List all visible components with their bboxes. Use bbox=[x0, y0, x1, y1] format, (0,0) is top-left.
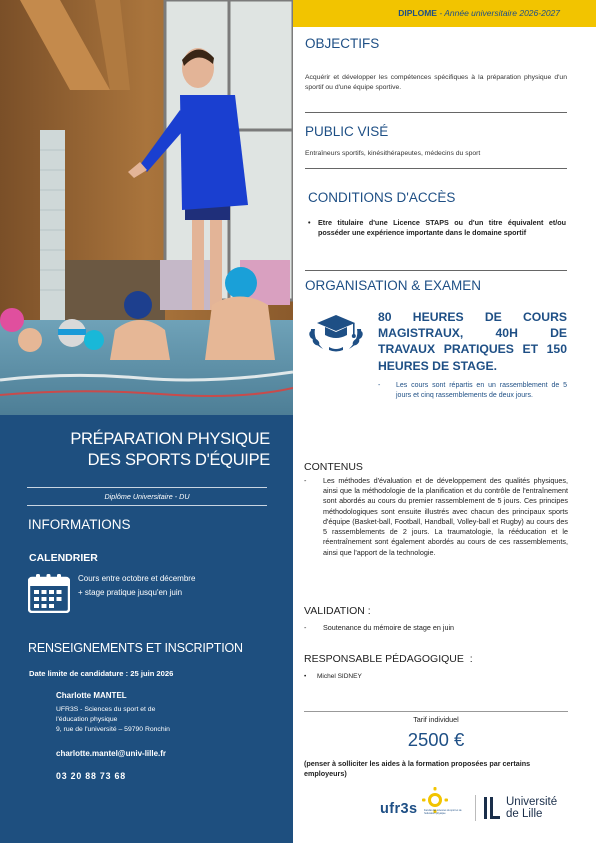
contact-address bbox=[56, 705, 170, 736]
renseignements-heading: RENSEIGNEMENTS ET INSCRIPTION bbox=[28, 641, 243, 655]
univ-lille-wordmark bbox=[506, 796, 557, 821]
divider bbox=[304, 711, 568, 712]
contenus-title: CONTENUS bbox=[304, 461, 363, 473]
divider bbox=[27, 505, 267, 506]
divider bbox=[305, 112, 567, 113]
informations-heading: INFORMATIONS bbox=[28, 517, 131, 532]
academic-year: - Année universitaire 2026-2027 bbox=[436, 8, 560, 18]
program-subtitle: Diplôme Universitaire - DU bbox=[104, 492, 190, 501]
contenus-bullet: - Les méthodes d'évaluation et de développement des qualités physiques, ainsi que la méthodologie de la planification et du contrôle de l'entraînement sont abordés au cours du premier rassemblement de 5 jours. Ces principes méthodologiques sont ensuite illustrés avec chacun des principaux sports d'équipe (Basket-ball, Football, Handball, Volley-ball et Rugby) au cours des 5 rassemblements de 2 jours. La traumatologie, la rééducation et le réentraînement sont également abordés au cours de ces rassemblements, ainsi que l'apport de la technologie. bbox=[304, 476, 568, 557]
program-title-line2: DES SPORTS D'ÉQUIPE bbox=[87, 451, 270, 470]
public-title: PUBLIC VISÉ bbox=[305, 124, 389, 139]
validation-bullet: - Soutenance du mémoire de stage en juin bbox=[304, 623, 568, 632]
calendrier-text bbox=[78, 572, 195, 601]
divider bbox=[305, 270, 567, 271]
pool-coaching-photo bbox=[0, 0, 293, 415]
univ-lille-mark-icon bbox=[483, 797, 501, 819]
organisation-bullet: - Les cours sont répartis en un rassemblement de 5 jours et cinq rassemblements de deux jours. bbox=[378, 381, 567, 401]
ufr3s-subtitle: Faculté des sciences du sport et de l'éducation physique bbox=[424, 809, 462, 815]
contact-email-link[interactable]: charlotte.mantel@univ-lille.fr bbox=[56, 749, 167, 758]
conditions-bullet: • Etre titulaire d'une Licence STAPS ou d'un titre équivalent et/ou posséder une expérience importante dans le domaine sportif bbox=[308, 218, 566, 238]
responsable-name: Michel SIDNEY bbox=[317, 673, 362, 680]
validation-title: VALIDATION : bbox=[304, 605, 371, 617]
responsable-title: RESPONSABLE PÉDAGOGIQUE : bbox=[304, 653, 473, 665]
logo-divider bbox=[475, 795, 476, 821]
organisation-title: ORGANISATION & EXAMEN bbox=[305, 278, 482, 293]
contact-line2: l'éducation physique bbox=[56, 716, 118, 724]
contact-line3: 9, rue de l'université – 59790 Ronchin bbox=[56, 726, 170, 734]
contact-line1: UFR3S - Sciences du sport et de bbox=[56, 706, 156, 713]
univ-lille-line1: Université bbox=[506, 796, 558, 808]
calendrier-heading: CALENDRIER bbox=[29, 552, 98, 564]
contenus-bullet-text: Les méthodes d'évaluation et de développement des qualités physiques, ainsi que la méthodologie de la planification et du contrôle de l'entraînement sont abordés au cours du premier rassemblement de 5 jours. Ces principes méthodologiques sont ensuite illustrés avec chacun des principaux sports d'équipe (Basket-ball, Football, Handball, Volley-ball et Rugby) au cours des 5 rassemblements de 2 jours. La traumatologie, la rééducation et le réentraînement sont également abordés au cours de ces rassemblements, ainsi que l'apport de la technologie. bbox=[323, 476, 568, 557]
date-limite: Date limite de candidature : 25 juin 2026 bbox=[29, 669, 174, 678]
conditions-title: CONDITIONS D'ACCÈS bbox=[308, 190, 456, 205]
contact-phone[interactable]: 03 20 88 73 68 bbox=[56, 771, 126, 781]
responsable-bullet: • Michel SIDNEY bbox=[304, 673, 362, 680]
tarif-label: Tarif individuel bbox=[413, 715, 459, 724]
univ-lille-line2: de Lille bbox=[506, 808, 543, 821]
calendrier-line1: Cours entre octobre et décembre bbox=[78, 574, 196, 583]
organisation-headline: 80 HEURES DE COURS MAGISTRAUX, 40H DE TRAVAUX PRATIQUES ET 150 HEURES DE STAGE. bbox=[378, 310, 567, 373]
divider bbox=[27, 487, 267, 488]
conditions-bullet-text: Etre titulaire d'une Licence STAPS ou d'un titre équivalent et/ou posséder une expérience importante dans le domaine sportif bbox=[318, 218, 566, 238]
objectifs-title: OBJECTIFS bbox=[305, 36, 380, 51]
diploma-label: DIPLOME bbox=[398, 8, 437, 18]
tarif-price: 2500 € bbox=[407, 729, 465, 750]
diploma-banner bbox=[293, 0, 596, 27]
ufr3s-wordmark: ufr3s bbox=[380, 801, 418, 817]
validation-bullet-text: Soutenance du mémoire de stage en juin bbox=[323, 623, 455, 632]
objectifs-text: Acquérir et développer les compétences spécifiques à la préparation physique d'un sportif ou d'une équipe sportive. bbox=[305, 74, 567, 92]
calendar-icon bbox=[28, 573, 70, 613]
public-text: Entraîneurs sportifs, kinésithérapeutes, médecins du sport bbox=[305, 150, 481, 157]
tarif-note: (penser à solliciter les aides à la formation proposées par certains employeurs) bbox=[304, 759, 531, 779]
ufr3s-logo bbox=[380, 787, 470, 827]
organisation-bullet-text: Les cours sont répartis en un rassemblement de 5 jours et cinq rassemblements de deux jours. bbox=[396, 382, 567, 400]
program-title-line1: PRÉPARATION PHYSIQUE bbox=[70, 430, 270, 448]
contact-name: Charlotte MANTEL bbox=[56, 691, 127, 700]
info-panel bbox=[0, 415, 293, 843]
program-title bbox=[0, 429, 270, 471]
calendrier-line2: + stage pratique jusqu'en juin bbox=[78, 588, 183, 598]
divider bbox=[305, 168, 567, 169]
graduation-cap-laurel-icon bbox=[303, 311, 369, 353]
